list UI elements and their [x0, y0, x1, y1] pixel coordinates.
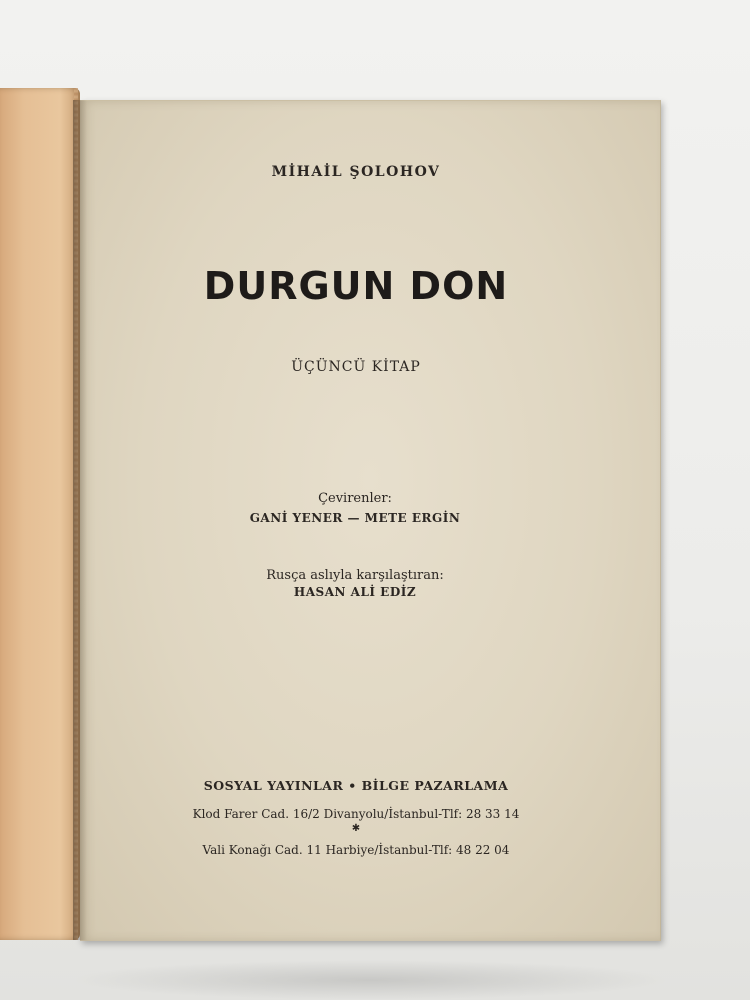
address-separator: ✱ — [351, 823, 361, 834]
volume-subtitle: ÜÇÜNCÜ KİTAP — [291, 359, 421, 375]
publisher-line: SOSYAL YAYINLAR • BİLGE PAZARLAMA — [203, 778, 509, 793]
table-shadow — [70, 960, 670, 1000]
publisher-address-1: Klod Farer Cad. 16/2 Divanyolu/İstanbul-Tlf: 28 33 14 — [192, 807, 520, 821]
comparison-name: HASAN ALİ EDİZ — [293, 585, 417, 599]
translators-label: Çevirenler: — [318, 491, 392, 506]
book-gutter — [73, 100, 87, 940]
publisher-address-2: Vali Konağı Cad. 11 Harbiye/İstanbul-Tlf: 48 22 04 — [202, 843, 510, 857]
comparison-label: Rusça aslıyla karşılaştıran: — [266, 568, 444, 583]
title-page — [80, 100, 661, 941]
book-title: DURGUN DON — [203, 264, 509, 308]
author-name: MİHAİL ŞOLOHOV — [271, 164, 441, 180]
translators-names: GANİ YENER — METE ERGİN — [249, 511, 461, 525]
